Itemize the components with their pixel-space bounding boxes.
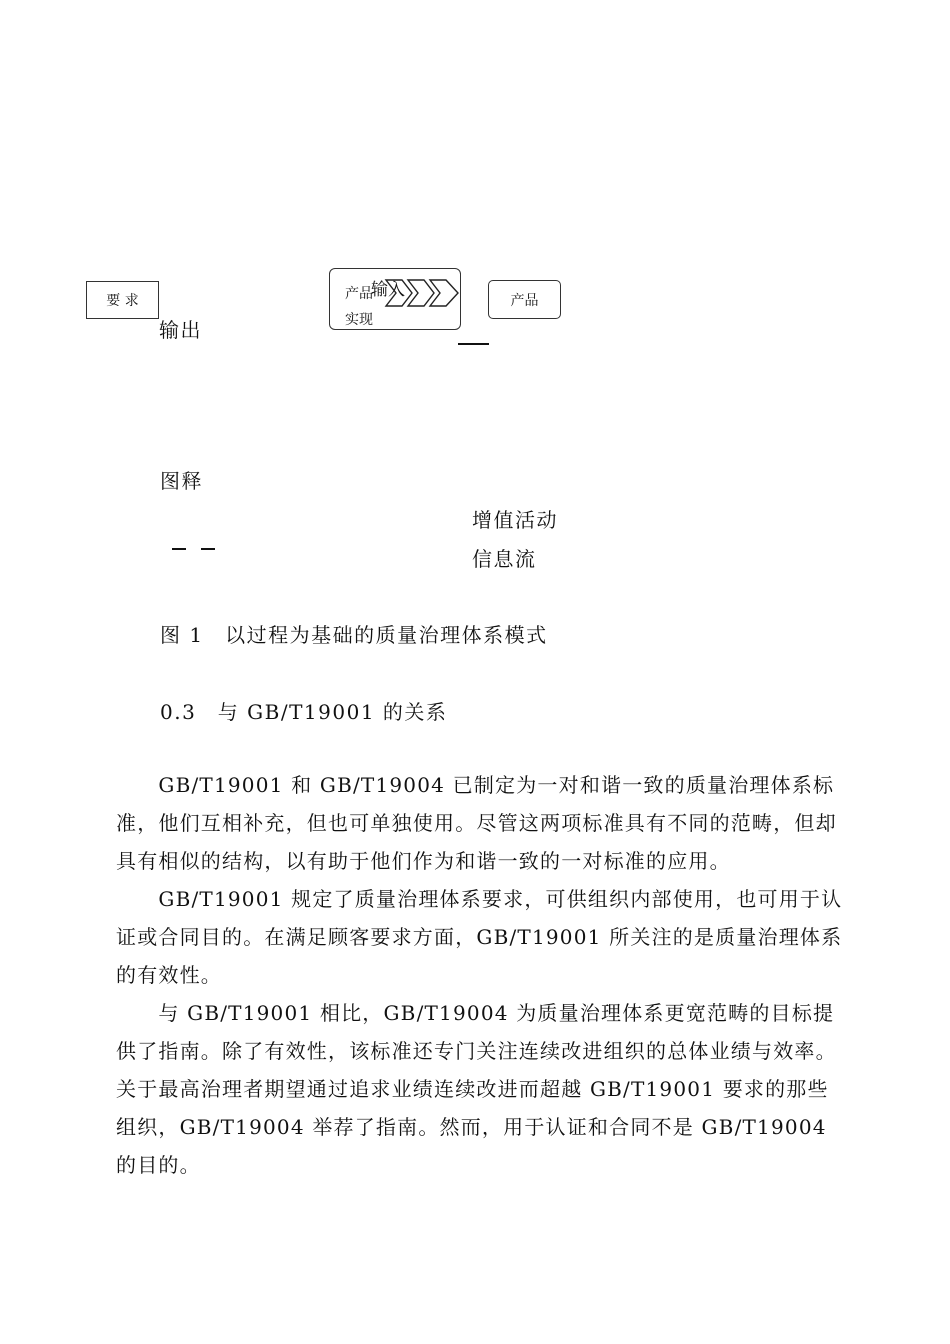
paragraph-3: 与 GB/T19001 相比，GB/T19004 为质量治理体系更宽范畴的目标提供了指南。除了有效性，该标准还专门关注连续改进组织的总体业绩与效率。关于最高治理者期望通过追求业绩连续改进而超越 GB/T19001 要求的那些组织，GB/T19004 举荐了指南。然而，用于认证和合同不是 GB/T19004 的目的。	[116, 1001, 837, 1177]
flow-line-segment	[458, 343, 489, 345]
value-chain-arrows-icon	[384, 278, 464, 308]
legend-information-flow: 信息流	[472, 547, 537, 571]
legend-title: 图释	[160, 469, 203, 493]
product-realization-label-2: 实现	[345, 312, 373, 328]
section-heading: 0.3 与 GB/T19001 的关系	[160, 700, 448, 724]
information-flow-dash-2	[201, 548, 215, 550]
process-input-label: 输入	[371, 280, 405, 300]
figure-caption: 图 1 以过程为基础的质量治理体系模式	[160, 623, 548, 647]
paragraph-2: GB/T19001 规定了质量治理体系要求，可供组织内部使用，也可用于认证或合同目的。在满足顾客要求方面，GB/T19001 所关注的是质量治理体系的有效性。	[116, 887, 843, 987]
requirement-box-label: 要 求	[106, 293, 139, 309]
legend-value-added-activity: 增值活动	[472, 508, 558, 532]
product-box	[488, 280, 561, 319]
product-box-label: 产品	[510, 292, 539, 309]
output-label: 输出	[159, 318, 202, 342]
information-flow-dash-1	[172, 548, 186, 550]
requirement-box	[86, 281, 159, 319]
paragraph-1: GB/T19001 和 GB/T19004 已制定为一对和谐一致的质量治理体系标准，他们互相补充，但也可单独使用。尽管这两项标准具有不同的范畴，但却具有相似的结构，以有助于他们作为和谐一致的一对标准的应用。	[116, 773, 837, 873]
product-realization-label-1: 产品	[345, 286, 373, 302]
body-text	[116, 766, 846, 1184]
